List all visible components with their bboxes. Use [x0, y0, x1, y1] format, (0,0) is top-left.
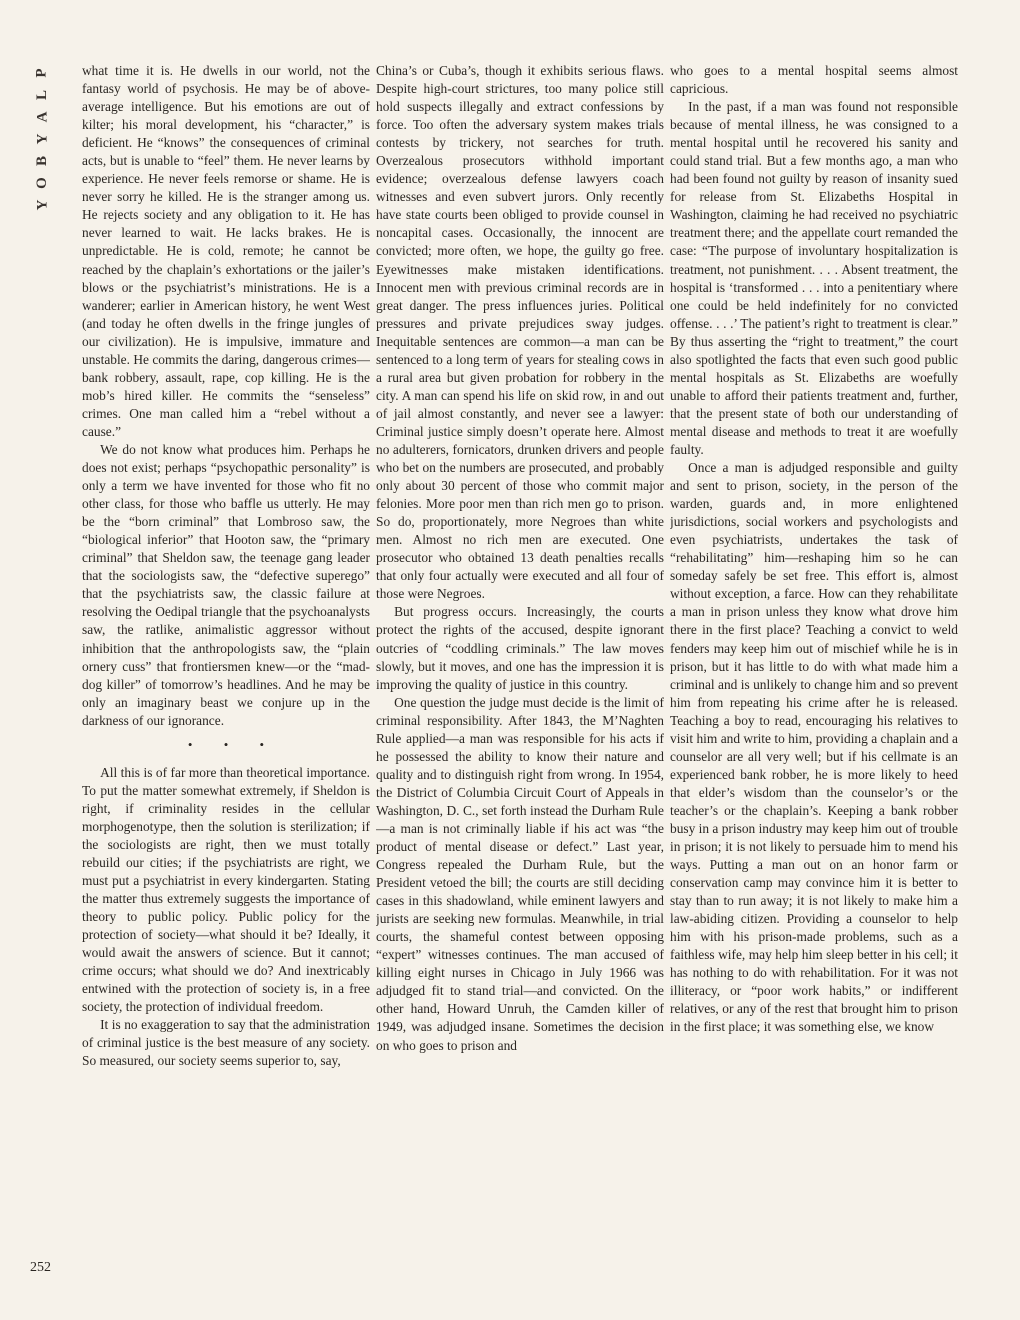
magazine-letter: Y: [34, 199, 50, 211]
paragraph: what time it is. He dwells in our world, not the fantasy world of psychosis. He may be of above-average intelligence. But his emotions are out of kilter; his moral development, his “character,” is deficient. He “knows” the consequences of criminal acts, but is unable to “feel” them. He never learns by experience. He never feels remorse or shame. He is never sorry he killed. He is the stranger among us. He rejects society and any obligation to it. He has never learned to wait. He lacks brakes. He is unpredictable. He is cold, remote; he cannot be reached by the chaplain’s exhortations or the jailer’s blows or the psychiatrist’s ministrations. He is a wanderer; earlier in American history, he went West (and today he often dwells in the fringe jungles of our civilization). He is impulsive, immature and unstable. He commits the daring, dangerous crimes—bank robbery, assault, rape, cop killing. He is the mob’s hired killer. He commits the “senseless” crimes. One man called him a “rebel without a cause.”: [82, 63, 370, 439]
magazine-letter: B: [33, 155, 50, 167]
paragraph: We do not know what produces him. Perhaps he does not exist; perhaps “psychopathic personality” is only a term we have invented for those who fit no other class, for those who baffle us utterly. He may be the “born criminal” that Lombroso saw, the “biological inferior” that Hooton saw, the “primary criminal” that Sheldon saw, the teenage gang leader that the sociologists saw, the “defective superego” that the psychiatrists saw, the classic failure at resolving the Oedipal triangle that the psychoanalysts saw, the ratlike, animalistic aggressor without inhibition that the anthropologists saw, the “plain ornery cuss” that frontiersmen knew—or the “mad-dog killer” of tomorrow’s headlines. And he may be only an imaginary beast we conjure up in the darkness of our ignorance.: [82, 441, 370, 728]
magazine-letter: P: [33, 68, 50, 78]
paragraph: who goes to a mental hospital seems almost capricious.: [670, 63, 958, 97]
page-number: 252: [30, 1260, 51, 1275]
magazine-letter: A: [34, 111, 50, 123]
paragraph: One question the judge must decide is the limit of criminal responsibility. After 1843, the M’Naghten Rule applied—a man was responsible for his acts if he possessed the ability to know their nature and quality and to distinguish right from wrong. In 1954, the District of Columbia Circuit Court of Appeals in Washington, D. C., set forth instead the Durham Rule—a man is not criminally liable if his act was “the product of mental disease or defect.” Last year, Congress repealed the Durham Rule, but the President vetoed the bill; the courts are still deciding cases in this shadowland, while eminent lawyers and jurists are seeking new formulas. Meanwhile, in trial courts, the shameful contest between opposing “expert” witnesses continues. The man accused of killing eight nurses in Chicago in July 1966 was adjudged fit to stand trial—and convicted. On the other hand, Howard Unruh, the Camden killer of 1949, was adjudged insane. Sometimes the decision on who goes to prison and: [376, 694, 664, 1053]
paragraph: China’s or Cuba’s, though it exhibits serious flaws. Despite high-court strictures, too many police still hold suspects illegally and extract confessions by force. Too often the adversary system makes trials contests by trickery, not searches for truth. Overzealous prosecutors withhold important evidence; overzealous defense lawyers coach witnesses and even subvert jurors. Only recently have state courts been obliged to provide counsel in noncapital cases. Occasionally, the innocent are convicted; more often, we hope, the guilty go free. Eyewitnesses make mistaken identifications. Innocent men with previous criminal records are in great danger. The press influences juries. Political pressures and private prejudices sway judges. Inequitable sentences are common—a man can be sentenced to a long term of years for stealing cows in a rural area but given probation for robbery in the city. A man can spend his life on skid row, in and out of jail almost constantly, and never see a lawyer: Criminal justice simply doesn’t operate here. Almost no adulterers, fornicators, drunken drivers and people who bet on the numbers are prosecuted, and probably only about 30 percent of those who commit major felonies. More poor men than rich men go to prison. So do, proportionately, more Negroes than white men. Almost no rich men are executed. One prosecutor who obtained 13 death penalties recalls that only four actually were executed and all four of those were Negroes.: [376, 63, 664, 602]
magazine-letter: L: [33, 89, 50, 101]
magazine-name-vertical: [30, 62, 54, 216]
text-column-right: [670, 62, 958, 1292]
text-column-left: [82, 62, 370, 1292]
paragraph: But progress occurs. Increasingly, the courts protect the rights of the accused, despite ignorant outcries of “coddling criminals.” The law moves slowly, but it moves, and one has the impression it is improving the quality of justice in this country.: [376, 604, 664, 692]
paragraph: It is no exaggeration to say that the administration of criminal justice is the best measure of any society. So measured, our society seems superior to, say,: [82, 1017, 370, 1069]
magazine-letter: Y: [34, 133, 50, 145]
paragraph: Once a man is adjudged responsible and guilty and sent to prison, society, in the person of the warden, guards and, in more enlightened jurisdictions, social workers and psychologists and even psychiatrists, undertakes the task of “rehabilitating” him—reshaping him so he can someday safely be set free. This effort is, almost without exception, a farce. How can they rehabilitate a man in prison unless they know what drove him there in the first place? Teaching a convict to weld fenders may keep him out of mischief while he is in prison, but it has little to do with what made him a criminal and is unlikely to change him and so prevent him from repeating his crime after he is released. Teaching a boy to read, encouraging his relatives to visit him and write to him, providing a chaplain and a counselor are all very well; but if his cellmate is an experienced bank robber, he is more likely to heed that elder’s wisdom than the counselor’s or the teacher’s or the chaplain’s. Keeping a bank robber busy in a prison industry may keep him out of trouble in prison; it is not likely to persuade him to mend his ways. Putting a man out on an honor farm or conservation camp may convince him it is better to stay than to run away; it is not likely to make him a law-abiding citizen. Providing a counselor to help him with his prison-made problems, such as a faithless wife, may help him sleep better in his cell; it has nothing to do with rehabilitation. For it was not illiteracy, or “poor work habits,” or indifferent relatives, or any of the rest that brought him to prison in the first place; it was something else, we know: [670, 460, 958, 1035]
magazine-letter: O: [33, 177, 50, 189]
paragraph: All this is of far more than theoretical importance. To put the matter somewhat extremely, if Sheldon is right, if criminality resides in the cellular morphogenotype, then the solution is sterilization; if the sociologists are right, then we must totally rebuild our cities; if the psychiatrists are right, we must put a psychiatrist in every kindergarten. Stating the matter thus extremely suggests the importance of theory to public policy. Public policy for the protection of society—what should it be? Ideally, it would await the answers of science. But it cannot; crime occurs; what should we do? And inextricably entwined with the protection of society is, in a free society, the protection of individual freedom.: [82, 764, 370, 1015]
paragraph: In the past, if a man was found not responsible because of mental illness, he was consigned to a mental hospital until he recovered his sanity and could stand trial. But a few months ago, a man who had been found not guilty by reason of insanity sued for release from St. Elizabeths Hospital in Washington, claiming he had received no psychiatric treatment there; and the appellate court remanded the case: “The purpose of involuntary hospitalization is treatment, not punishment. . . . Absent treatment, the hospital is ‘transformed . . . into a penitentiary where one could be held indefinitely for no convicted offense. . . .’ The patient’s right to treatment is clear.” By thus asserting the “right to treatment,” the court also spotlighted the facts that even such good public mental hospitals as St. Elizabeths are woefully unable to afford their patients treatment and, further, that the present state of both our understanding of mental disease and methods to treat it are woefully faulty.: [670, 99, 958, 457]
section-break-dinkus: • • •: [187, 736, 279, 752]
text-column-middle: [376, 62, 664, 1292]
